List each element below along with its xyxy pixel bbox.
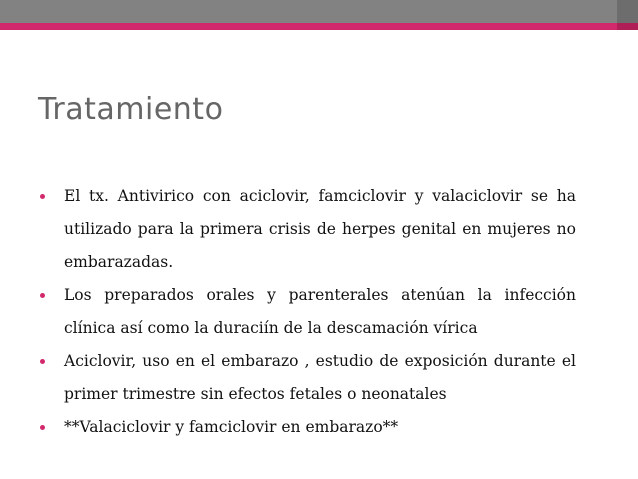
bullet-item	[38, 345, 576, 411]
bullet-dot-icon	[40, 293, 45, 298]
slide-title: Tratamiento	[38, 92, 224, 127]
bullet-item	[38, 279, 576, 345]
bullet-item	[38, 180, 576, 279]
header-accent-corner	[617, 23, 638, 30]
bullet-dot-icon	[40, 359, 45, 364]
header-gray-corner	[617, 0, 638, 23]
header-decoration	[0, 0, 638, 33]
bullet-item	[38, 411, 576, 444]
bullet-text: El tx. Antivirico con aciclovir, famciclovir y valaciclovir se ha utilizado para la primera crisis de herpes genital en mujeres no embarazadas.	[64, 187, 576, 271]
bullet-dot-icon	[40, 425, 45, 430]
header-gray-band	[0, 0, 638, 23]
header-accent-band	[0, 23, 617, 30]
bullet-text: Aciclovir, uso en el embarazo , estudio de exposición durante el primer trimestre sin efectos fetales o neonatales	[64, 352, 576, 403]
bullet-dot-icon	[40, 194, 45, 199]
bullet-list	[38, 180, 576, 444]
bullet-text: **Valaciclovir y famciclovir en embarazo**	[64, 418, 399, 436]
bullet-text: Los preparados orales y parenterales atenúan la infección clínica así como la duraciín de la descamación vírica	[64, 286, 576, 337]
